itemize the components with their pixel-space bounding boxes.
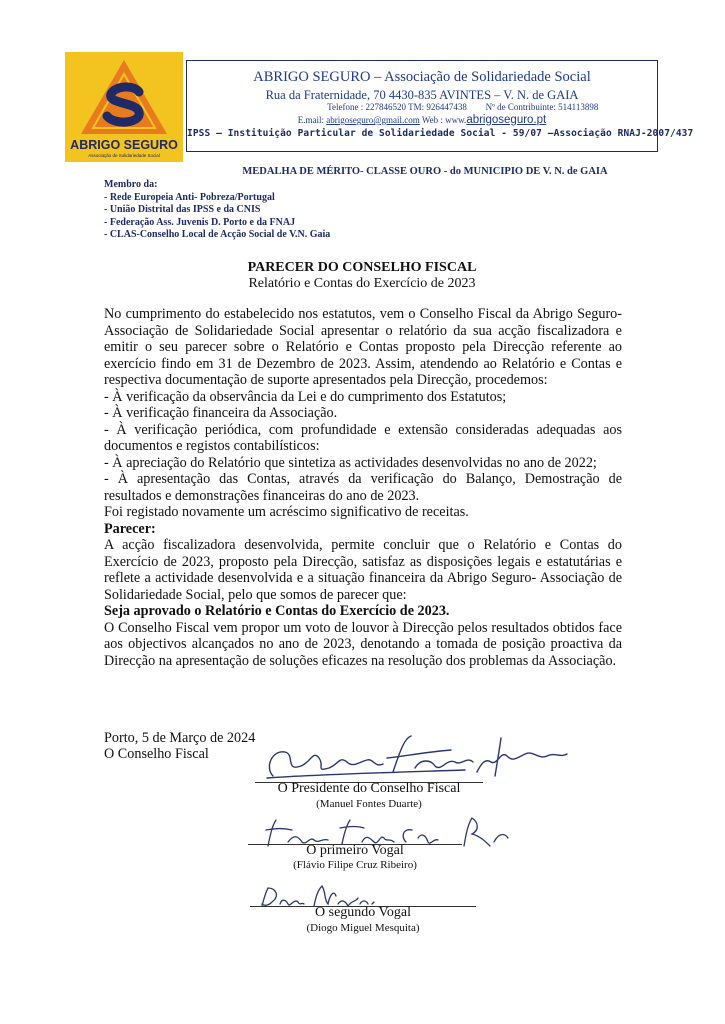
organization-address: Rua da Fraternidade, 70 4430-835 AVINTES – V. N. de GAIA [265,88,579,102]
logo-subtext: Associação de Solidariedade Social [88,153,160,158]
council-signoff: O Conselho Fiscal [104,746,209,762]
membership-item: - CLAS-Conselho Local de Acção Social de V.N. Gaia [104,229,331,241]
praise-paragraph: O Conselho Fiscal vem propor um voto de louvor à Direcção pelos resultados obtidos face aos objectivos alcançados no ano de 2023, denotando a tomada de posição proactiva da Direcção na apresentação de soluções eficazes na resolução dos problemas da Associação. [104,619,622,669]
signatory-name: (Manuel Fontes Duarte) [316,798,422,810]
signatory-role: O primeiro Vogal [306,843,404,858]
membership-item: - União Distrital das IPSS e da CNIS [104,204,261,216]
membership-item: - Federação Ass. Juvenis D. Porto e da FNAJ [104,216,296,228]
ipss-registration: IPSS – Instituição Particular de Solidariedade Social - 59/07 –Associação RNAJ-2007/437 [187,128,694,139]
signatory-role: O segundo Vogal [315,905,411,920]
parecer-heading: Parecer: [104,520,156,537]
verification-item: - À verificação da observância da Lei e do cumprimento dos Estatutos; [104,388,507,405]
receipts-paragraph: Foi registado novamente um acréscimo significativo de receitas. [104,504,469,520]
verification-item: - À apreciação do Relatório que sintetiza as actividades desenvolvidas no ano de 2022; [104,454,597,471]
web-link[interactable]: abrigoseguro.pt [466,114,547,126]
signatory-name: (Diogo Miguel Mesquita) [306,922,420,934]
email-label: E.mail: [297,115,327,125]
approval-statement: Seja aprovado o Relatório e Contas do Exercício de 2023. [104,603,450,619]
place-date: Porto, 5 de Março de 2024 [104,730,256,746]
organization-phone: Telefone : 227846520 TM: 926447438 [327,102,467,112]
document-title: PARECER DO CONSELHO FISCAL [247,260,477,275]
president-signature [255,728,575,786]
letterhead-box [186,60,694,152]
membership-item: - Rede Europeia Anti- Pobreza/Portugal [104,191,275,203]
merit-medal-line: MEDALHA DE MÉRITO- CLASSE OURO - do MUNICIPIO DE V. N. de GAIA [242,166,608,177]
membership-title: Membro da: [104,179,158,190]
organization-tax-number: Nº de Contribuinte: 514113898 [485,102,599,112]
verification-item: - À verificação financeira da Associação. [104,405,338,421]
verification-item: - À apresentação das Contas, através da verificação do Balanço, Demostração de resultados e demonstrações financeiras do ano de 2023. [104,471,622,504]
logo-text: ABRIGO SEGURO [70,138,178,152]
parecer-paragraph: A acção fiscalizadora desenvolvida, permite concluir que o Relatório e Contas do Exercício de 2023, proposto pela Direcção, satisfaz as disposições legais e estatutárias e reflete a actividade desenvolvida e a situação financeira da Abrigo Seguro- Associação de Solidariedade Social, pelo que somos de parecer que: [104,537,622,603]
membership-list [104,179,330,242]
signatory-name: (Flávio Filipe Cruz Ribeiro) [293,859,417,871]
email-link[interactable]: abrigoseguro@gmail.com [326,115,420,125]
signatory-role: O Presidente do Conselho Fiscal [277,781,461,796]
verification-item: - À verificação periódica, com profundidade e extensão consideradas adequadas aos documentos e registos contabilísticos: [104,421,622,454]
document-subtitle: Relatório e Contas do Exercício de 2023 [248,276,476,291]
document-body [104,306,622,669]
organization-contacts [187,114,657,126]
web-label: Web : www. [419,115,467,125]
intro-paragraph: No cumprimento do estabelecido nos estatutos, vem o Conselho Fiscal da Abrigo Seguro- Associação de Solidariedade Social apresentar o relatório da sua acção fiscalizadora e emitir o seu parecer sobre o Relatório e Contas proposto pela Direcção referente ao exercício findo em 31 de Dezembro de 2023. Assim, atendendo ao Relatório e Contas e respectiva documentação de suporte apresentados pela Direcção, procedemos: [104,306,622,388]
organization-name: ABRIGO SEGURO – Associação de Solidariedade Social [253,69,591,85]
